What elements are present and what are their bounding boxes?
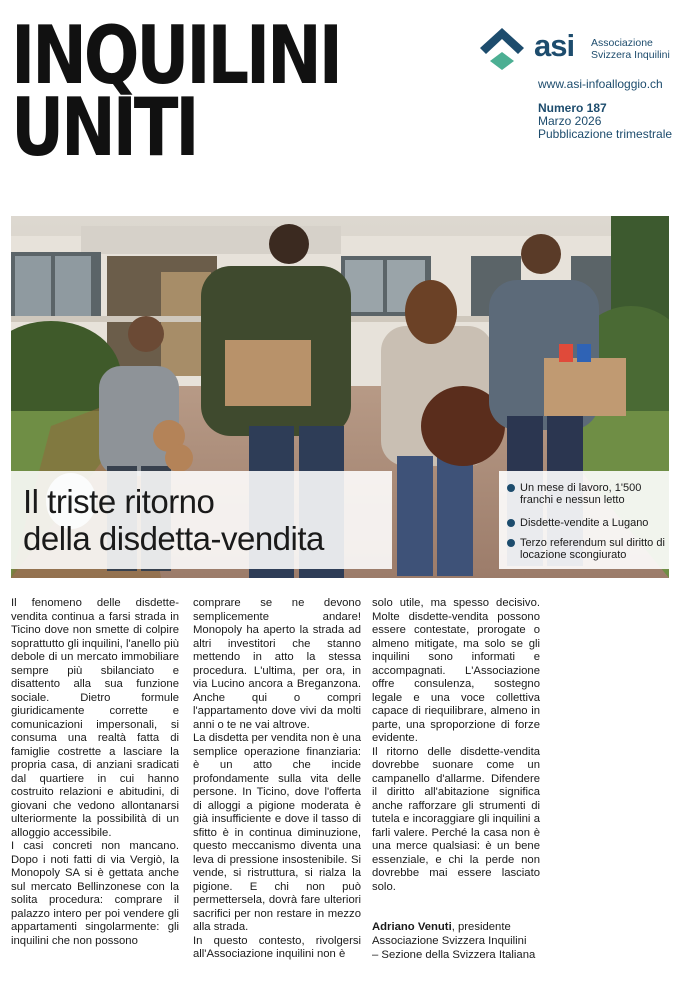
signature-org-2: – Sezione della Svizzera Italiana — [372, 949, 536, 961]
author-name: Adriano Venuti — [372, 921, 452, 933]
logo-abbreviation: asi — [534, 28, 575, 63]
paragraph: solo utile, ma spesso decisivo. Molte disdette-vendita possono essere contestate, prorogate o almeno mitigate, ma solo se gli inquilini sono informati e accompagnati. L'Associazione offre consulenza, sostegno legale e una voce collettiva capace di riequilibrare, almeno in parte, una sproporzione di forze evidente. — [372, 597, 540, 744]
bullet-dot-icon — [507, 519, 515, 527]
signature-name-line — [372, 920, 572, 934]
paragraph: In questo contesto, rivolgersi all'Associazione inquilini non è — [193, 934, 361, 960]
headline-line-2: della disdetta-vendita — [23, 520, 324, 557]
article-column-3 — [372, 597, 540, 894]
website-link[interactable]: www.asi-infoalloggio.ch — [538, 77, 663, 91]
headline — [23, 483, 324, 557]
asi-diamond-icon — [480, 28, 524, 70]
masthead-line-1: INQUILINI — [11, 9, 340, 102]
teaser-text: Terzo referendum sul diritto di locazione scongiurato — [520, 537, 665, 561]
masthead — [11, 9, 340, 174]
issue-date: Marzo 2026 — [538, 114, 602, 128]
logo-org-line-1: Associazione — [591, 37, 653, 49]
article-column-2 — [193, 597, 361, 962]
logo-org-line-2: Svizzera Inquilini — [591, 49, 670, 61]
paragraph: I casi concreti non mancano. Dopo i noti fatti di via Vergiò, la Monopoly SA si è gettata anche sul mercato Bellinzonese con la solita procedura: comprare il palazzo intero per poi vendere gli appartamenti singolarmente: gli inquilini che non possono — [11, 840, 179, 947]
signature-org-1: Associazione Svizzera Inquilini — [372, 935, 527, 947]
issue-info — [538, 102, 672, 141]
masthead-line-2: UNITI — [11, 81, 197, 174]
article-column-1 — [11, 597, 179, 948]
issue-number: Numero 187 — [538, 101, 607, 115]
headline-line-1: Il triste ritorno — [23, 483, 215, 520]
signature — [372, 920, 572, 962]
bullet-dot-icon — [507, 484, 515, 492]
author-role: , presidente — [451, 921, 511, 933]
paragraph: La disdetta per vendita non è una semplice operazione finanziaria: è un atto che incide profondamente sulla vita delle persone. In Ticino, dove l'offerta di alloggi a pigione moderata è già insufficiente e dove il tasso di sfitto è in continua diminuzione, questo meccanismo diventa una leva di pressione insostenibile. Si vende, si ristruttura, si rialza la pigione. E chi non può permettersela, dovrà fare ulteriori sacrifici per non restare in mezzo alla strada. — [193, 732, 361, 933]
issue-frequency: Pubblicazione trimestrale — [538, 127, 673, 141]
teaser-text: Un mese di lavoro, 1'500 franchi e nessun letto — [520, 482, 642, 506]
asi-logo — [480, 28, 680, 78]
teaser-list — [499, 471, 669, 569]
paragraph: Il fenomeno delle disdette-vendita continua a farsi strada in Ticino dove non smette di colpire soprattutto gli inquilini, l'anello più debole di un mercato immobiliare sempre più sbilanciato e disattento alla sua funzione sociale. Dietro formule giuridicamente corrette e comunicazioni impersonali, si consuma una realtà fatta di famiglie costrette a lasciare la propria casa, di anziani sradicati dal quartiere in cui hanno costruito relazioni e abitudini, di giovani che vedono allontanarsi ulteriormente la possibilità di un alloggio accessibile. — [11, 597, 179, 839]
paragraph: comprare se ne devono semplicemente andare! Monopoly ha aperto la strada ad altri investitori che stanno mettendo in atto la stessa procedura. L'ultima, per ora, in via Lucino ancora a Breganzona. Anche qui o compri l'appartamento dove vivi da molti anni o te ne vai altrove. — [193, 597, 361, 731]
teaser-text: Disdette-vendite a Lugano — [520, 517, 649, 529]
logo-organization — [591, 37, 670, 61]
bullet-dot-icon — [507, 539, 515, 547]
headline-panel — [11, 471, 392, 569]
paragraph: Il ritorno delle disdette-vendita dovrebbe suonare come un campanello d'allarme. Difendere il diritto all'abitazione significa anche rafforzare gli strumenti di tutela e incoraggiare gli inquilini a farli valere. Perché la casa non è una merce qualsiasi: è un bene essenziale, e chi la perde non dovrebbe mai essere lasciato solo. — [372, 745, 540, 893]
